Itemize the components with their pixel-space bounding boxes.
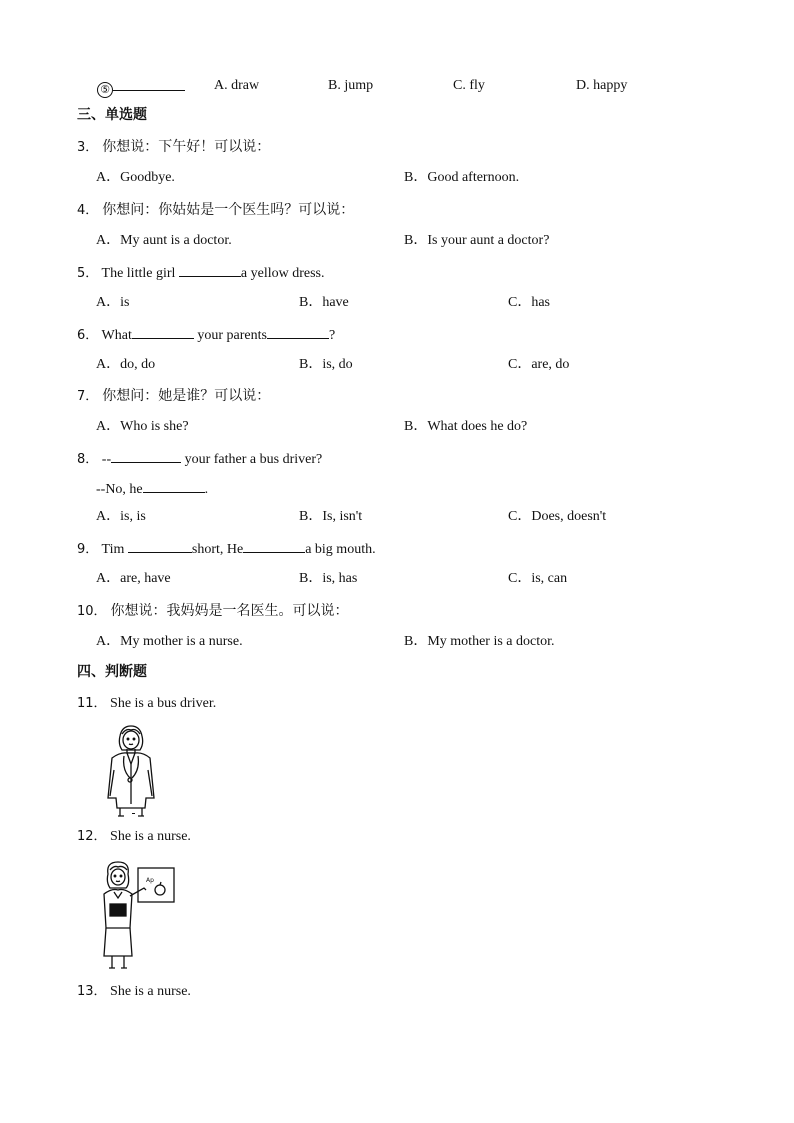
- question-number: 12．: [77, 829, 107, 844]
- section-heading-true-false: 四、判断题: [77, 664, 147, 680]
- question-text: She is a nurse.: [110, 984, 191, 999]
- stray-mark: [132, 813, 135, 814]
- teacher-illustration: [100, 858, 180, 972]
- answer-blank-1[interactable]: [132, 327, 194, 339]
- question-text: 你想说：下午好！可以说：: [102, 139, 271, 155]
- question-4: [77, 202, 354, 218]
- question-11: [77, 697, 216, 711]
- svg-text:Ap: Ap: [146, 877, 154, 884]
- answer-blank-2[interactable]: [143, 481, 205, 493]
- q4-option-b[interactable]: B．Is your aunt a doctor?: [404, 233, 550, 248]
- question-text-post: a yellow dress.: [240, 266, 325, 281]
- q10-option-b[interactable]: B．My mother is a doctor.: [404, 634, 555, 649]
- question-3: [77, 139, 270, 155]
- question-number: 4．: [77, 203, 99, 218]
- question-6: [77, 327, 335, 343]
- question-number: 13．: [77, 984, 107, 999]
- question-text-pre: The little girl: [101, 266, 179, 281]
- question-number: 5．: [77, 266, 99, 281]
- q6-option-a[interactable]: A．do, do: [96, 357, 156, 372]
- question-5: [77, 265, 325, 281]
- question-text-post: ?: [328, 328, 336, 343]
- question-text-pre: Tim: [101, 542, 128, 557]
- question-text: She is a bus driver.: [110, 696, 217, 711]
- question-number: 8．: [77, 452, 99, 467]
- question-number: 11．: [77, 696, 107, 711]
- q5-option-c[interactable]: C．has: [508, 295, 550, 310]
- question-text: 你想问：她是谁？可以说：: [102, 388, 271, 404]
- q8-option-b[interactable]: B．Is, isn't: [299, 509, 363, 524]
- q6-option-b[interactable]: B．is, do: [299, 357, 353, 372]
- q3-option-a[interactable]: A．Goodbye.: [96, 170, 175, 185]
- q3-option-b[interactable]: B．Good afternoon.: [404, 170, 520, 185]
- question-text-pre: What: [101, 328, 132, 343]
- section-heading-single-choice: 三、单选题: [77, 107, 147, 123]
- question-8-line-2: [96, 481, 208, 497]
- question-text-mid: your parents: [193, 328, 267, 343]
- question-text-mid: short, He: [191, 542, 244, 557]
- question-text-pre: --: [101, 452, 112, 467]
- q8-option-c[interactable]: C．Does, doesn't: [508, 509, 607, 524]
- q5-option-a[interactable]: A．is: [96, 295, 130, 310]
- top-option-c: C. fly: [453, 78, 485, 93]
- doctor-illustration: [100, 722, 162, 818]
- q9-option-a[interactable]: A．are, have: [96, 571, 171, 586]
- question-text: 你想说：我妈妈是一名医生。可以说：: [110, 603, 349, 619]
- question-text-post: your father a bus driver?: [181, 452, 323, 467]
- q5-option-b[interactable]: B．have: [299, 295, 349, 310]
- circled-number: ⑤: [97, 82, 113, 98]
- answer-blank[interactable]: [179, 265, 241, 277]
- q7-option-a[interactable]: A．Who is she?: [96, 419, 189, 434]
- question-number: 9．: [77, 542, 99, 557]
- top-row-blank: [97, 79, 185, 98]
- q10-option-a[interactable]: A．My mother is a nurse.: [96, 634, 243, 649]
- q9-option-b[interactable]: B．is, has: [299, 571, 358, 586]
- q9-option-c[interactable]: C．is, can: [508, 571, 568, 586]
- q4-option-a[interactable]: A．My aunt is a doctor.: [96, 233, 232, 248]
- question-10: [77, 603, 349, 619]
- q7-option-b[interactable]: B．What does he do?: [404, 419, 528, 434]
- answer-blank-1[interactable]: [128, 541, 192, 553]
- answer-blank[interactable]: [113, 79, 185, 91]
- question-text: She is a nurse.: [110, 829, 191, 844]
- question-9: [77, 541, 376, 557]
- question-number: 3．: [77, 140, 99, 155]
- question-number: 6．: [77, 328, 99, 343]
- question-12: [77, 830, 191, 844]
- question-text: 你想问：你姑姑是一个医生吗？可以说：: [102, 202, 355, 218]
- answer-blank-1[interactable]: [111, 451, 181, 463]
- question-text-post: .: [204, 482, 209, 497]
- question-number: 10．: [77, 604, 107, 619]
- answer-blank-2[interactable]: [267, 327, 329, 339]
- question-number: 7．: [77, 389, 99, 404]
- question-7: [77, 388, 270, 404]
- answer-blank-2[interactable]: [243, 541, 305, 553]
- q6-option-c[interactable]: C．are, do: [508, 357, 570, 372]
- top-option-a: A. draw: [214, 78, 260, 93]
- top-option-b: B. jump: [328, 78, 374, 93]
- question-text-post: a big mouth.: [305, 542, 376, 557]
- top-option-d: D. happy: [576, 78, 628, 93]
- question-8: [77, 451, 322, 467]
- question-13: [77, 985, 191, 999]
- q8-option-a[interactable]: A．is, is: [96, 509, 146, 524]
- question-text-pre: --No, he: [96, 482, 143, 497]
